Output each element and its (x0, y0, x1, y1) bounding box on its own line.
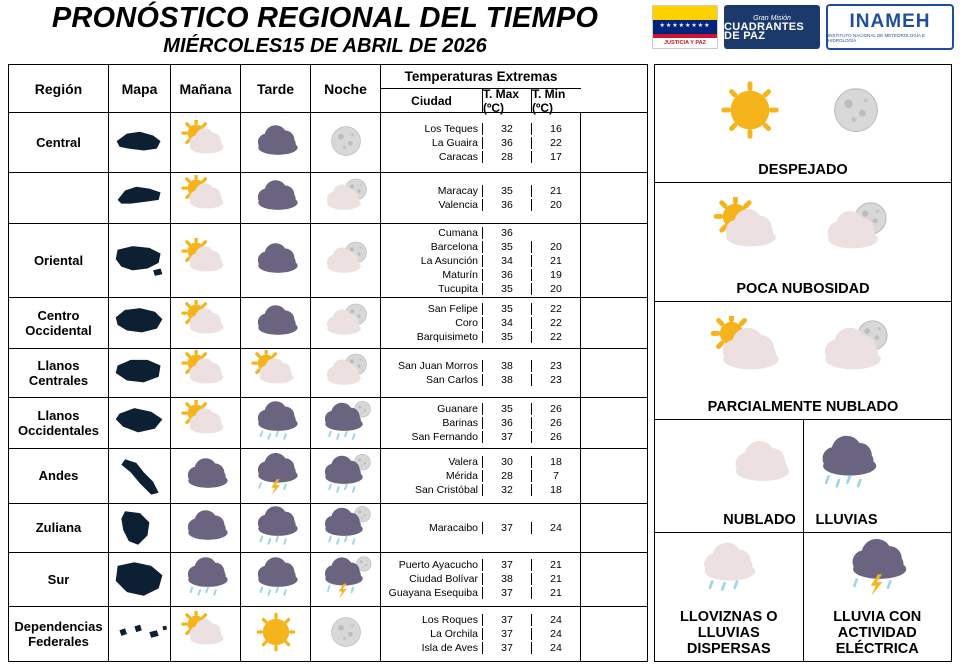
legend-label: DESPEJADO (758, 162, 848, 179)
table-row (9, 607, 647, 661)
map-andes-icon (112, 452, 168, 500)
region-cell: Oriental (9, 224, 109, 297)
city-name: Puerto Ayacucho (398, 559, 478, 572)
partly-cloudy-night-icon (808, 197, 904, 265)
afternoon-cell (241, 449, 311, 503)
city-tmin: 20 (531, 283, 580, 295)
city-tmin: 20 (531, 199, 580, 211)
legend-icons (702, 183, 904, 279)
city-name: Maturín (442, 268, 478, 281)
partly-cloudy-day-icon (175, 350, 237, 396)
region-map-cell (109, 349, 171, 397)
legend-item (655, 65, 951, 183)
morning-cell (171, 173, 241, 223)
map-zuliana-icon (112, 504, 168, 552)
region-map-cell (109, 113, 171, 172)
legend-item (655, 533, 951, 661)
region-cell: Central (9, 113, 109, 172)
header-tmin: T. Min (ºC) (532, 86, 566, 115)
city-tmax: 36 (482, 269, 531, 281)
map-sur-icon (112, 555, 168, 603)
city-tmin: 22 (531, 317, 580, 329)
city-tmin: 24 (531, 522, 580, 534)
sunny-icon (702, 79, 798, 147)
region-cell: Sur (9, 553, 109, 607)
sunny-icon (245, 611, 307, 657)
city-tmax: 36 (482, 227, 531, 239)
afternoon-cell (241, 553, 311, 607)
rain-night-icon (315, 400, 377, 446)
thunderstorm-night-icon (315, 556, 377, 602)
header-temperaturas-group (381, 65, 581, 115)
rain-icon (804, 434, 890, 496)
city-tmax: 36 (482, 137, 531, 149)
afternoon-cell (241, 113, 311, 172)
header-manana: Mañana (171, 65, 241, 112)
city-name: Valera (448, 455, 478, 468)
city-tmin: 21 (531, 185, 580, 197)
legend-label: LLUVIA CON ACTIVIDAD ELÉCTRICA (833, 609, 922, 657)
temp-row (381, 483, 580, 497)
city-name: Isla de Aves (421, 642, 478, 655)
map-dependencias-icon (112, 610, 168, 658)
region-map-cell (109, 553, 171, 607)
region-map-cell (109, 449, 171, 503)
city-tmin: 22 (531, 137, 580, 149)
night-cell (311, 298, 381, 348)
city-tmin: 21 (531, 255, 580, 267)
city-tmax: 34 (482, 317, 531, 329)
city-name: San Cristóbal (414, 483, 478, 496)
morning-cell (171, 504, 241, 552)
city-name: La Guaira (431, 136, 478, 149)
page-header (0, 0, 960, 62)
temperatures-cell (381, 113, 581, 172)
temp-row (381, 572, 580, 586)
cloudy-icon (245, 238, 307, 284)
gran-mision-logo (724, 5, 820, 49)
city-tmax: 37 (482, 628, 531, 640)
city-tmin: 21 (531, 573, 580, 585)
city-name: La Asunción (420, 254, 478, 267)
table-row (9, 298, 647, 349)
clear-night-icon (315, 611, 377, 657)
cloudy-light-icon (717, 434, 803, 496)
city-tmin: 26 (531, 403, 580, 415)
map-centro-occidental-icon (112, 299, 168, 347)
city-name: Barquisimeto (416, 331, 478, 344)
morning-cell (171, 449, 241, 503)
venezuela-flag-icon (652, 5, 718, 49)
temp-row (381, 226, 580, 240)
city-tmin: 26 (531, 431, 580, 443)
city-tmax: 35 (482, 303, 531, 315)
region-map-cell (109, 607, 171, 661)
night-cell (311, 173, 381, 223)
temp-row (381, 469, 580, 483)
temp-row (381, 455, 580, 469)
city-tmin: 18 (531, 484, 580, 496)
gran-mision-line2: CUADRANTES DE PAZ (724, 20, 804, 42)
afternoon-cell (241, 224, 311, 297)
cloudy-icon (175, 453, 237, 499)
city-name: San Felipe (427, 303, 478, 316)
temp-row (381, 136, 580, 150)
legend-label: PARCIALMENTE NUBLADO (707, 398, 899, 415)
legend-half (717, 420, 804, 532)
table-row (9, 398, 647, 449)
temp-row (381, 359, 580, 373)
temp-row (381, 373, 580, 387)
forecast-table (8, 64, 648, 662)
city-tmax: 38 (482, 374, 531, 386)
city-tmin: 22 (531, 331, 580, 343)
night-cell (311, 398, 381, 448)
drizzle-icon (686, 539, 772, 601)
temp-row (381, 254, 580, 268)
temp-row (381, 302, 580, 316)
temp-row (381, 430, 580, 444)
city-name: Maracaibo (428, 521, 478, 534)
night-cell (311, 553, 381, 607)
city-name: Cumana (438, 226, 478, 239)
temp-row (381, 416, 580, 430)
city-name: San Juan Morros (398, 360, 478, 373)
city-tmin: 22 (531, 303, 580, 315)
city-tmax: 35 (482, 283, 531, 295)
temperatures-cell (381, 349, 581, 397)
legend-half (655, 533, 804, 661)
rain-icon (245, 400, 307, 446)
city-name: Barinas (442, 416, 478, 429)
temp-row (381, 627, 580, 641)
temp-row (381, 521, 580, 535)
table-row (9, 553, 647, 608)
thunderstorm-icon (834, 539, 920, 601)
region-map-cell (109, 398, 171, 448)
table-header-row (9, 65, 647, 113)
table-row (9, 224, 647, 298)
temp-row (381, 122, 580, 136)
table-row (9, 113, 647, 173)
city-tmax: 34 (482, 255, 531, 267)
legend-icons (686, 533, 772, 608)
page-title: PRONÓSTICO REGIONAL DEL TIEMPO (51, 2, 599, 34)
table-row (9, 449, 647, 504)
temp-row (381, 316, 580, 330)
city-tmax: 28 (482, 470, 531, 482)
night-cell (311, 349, 381, 397)
city-name: Guanare (437, 402, 478, 415)
region-map-cell (109, 298, 171, 348)
legend-icons (702, 302, 904, 398)
temperatures-cell (381, 173, 581, 223)
logo-group (652, 4, 954, 50)
temp-row (381, 330, 580, 344)
city-tmin: 17 (531, 151, 580, 163)
morning-cell (171, 398, 241, 448)
inameh-name: INAMEH (849, 11, 931, 32)
map-oriental-icon (112, 237, 168, 285)
rain-night-icon (315, 505, 377, 551)
afternoon-cell (241, 398, 311, 448)
temp-row (381, 558, 580, 572)
night-cell (311, 224, 381, 297)
partly-cloudy-day-icon (175, 175, 237, 221)
night-cell (311, 113, 381, 172)
legend-panel (654, 64, 952, 662)
city-tmax: 28 (482, 151, 531, 163)
header-mapa: Mapa (109, 65, 171, 112)
cloudy-icon (175, 505, 237, 551)
morning-cell (171, 349, 241, 397)
city-tmin: 24 (531, 628, 580, 640)
page-subtitle: MIÉRCOLES15 DE ABRIL DE 2026 (163, 35, 487, 57)
city-name: Mérida (445, 469, 478, 482)
city-tmax: 32 (482, 484, 531, 496)
map-llanos-centrales-icon (112, 349, 168, 397)
afternoon-cell (241, 349, 311, 397)
morning-cell (171, 224, 241, 297)
rain-icon (245, 505, 307, 551)
header-region: Región (9, 65, 109, 112)
partly-cloudy-day-icon (245, 350, 307, 396)
partly-cloudy-day-icon (175, 400, 237, 446)
city-tmax: 35 (482, 185, 531, 197)
afternoon-cell (241, 607, 311, 661)
city-tmin: 24 (531, 614, 580, 626)
city-tmax: 38 (482, 573, 531, 585)
partly-cloudy-night-icon (315, 300, 377, 346)
map-central-icon (112, 119, 168, 167)
city-tmax: 35 (482, 241, 531, 253)
region-cell: Centro Occidental (9, 298, 109, 348)
thunderstorm-icon (245, 453, 307, 499)
city-tmax: 32 (482, 123, 531, 135)
temp-row (381, 184, 580, 198)
city-name: La Orchila (430, 628, 478, 641)
city-tmin: 20 (531, 241, 580, 253)
temp-row (381, 150, 580, 164)
region-cell (9, 173, 109, 223)
temperatures-cell (381, 504, 581, 552)
city-name: Guayana Esequiba (388, 587, 478, 600)
city-tmin: 24 (531, 642, 580, 654)
header-tarde: Tarde (241, 65, 311, 112)
mostly-cloudy-day-icon (702, 316, 798, 384)
city-tmax: 37 (482, 522, 531, 534)
city-tmin: 16 (531, 123, 580, 135)
temperatures-cell (381, 553, 581, 607)
partly-cloudy-day-icon (175, 611, 237, 657)
city-tmin: 21 (531, 587, 580, 599)
rain-icon (175, 556, 237, 602)
city-name: Valencia (438, 199, 478, 212)
region-map-cell (109, 173, 171, 223)
flag-caption: JUSTICIA Y PAZ (653, 38, 717, 48)
city-name: Maracay (437, 185, 478, 198)
temp-row (381, 586, 580, 600)
region-cell: Andes (9, 449, 109, 503)
city-tmax: 37 (482, 587, 531, 599)
morning-cell (171, 553, 241, 607)
temp-row (381, 641, 580, 655)
table-row (9, 504, 647, 553)
legend-label: LLUVIAS (815, 511, 878, 528)
table-body (9, 113, 647, 661)
city-tmax: 37 (482, 614, 531, 626)
legend-icons (717, 420, 803, 511)
inameh-subtitle: INSTITUTO NACIONAL DE METEOROLOGÍA E HIDROLOGÍA (828, 33, 926, 43)
partly-cloudy-day-icon (175, 238, 237, 284)
header-tmax: T. Max (ºC) (483, 89, 532, 112)
region-map-cell (109, 224, 171, 297)
main-content (8, 64, 952, 662)
afternoon-cell (241, 504, 311, 552)
legend-icons (834, 533, 920, 608)
clear-night-icon (808, 79, 904, 147)
city-name: Ciudad Bolívar (409, 573, 478, 586)
legend-icons (702, 65, 904, 161)
header-noche: Noche (311, 65, 381, 112)
legend-label: LLOVIZNAS O LLUVIAS DISPERSAS (680, 609, 778, 657)
city-tmin: 21 (531, 559, 580, 571)
mostly-cloudy-night-icon (808, 316, 904, 384)
night-cell (311, 504, 381, 552)
inameh-logo (826, 4, 954, 50)
city-tmax: 36 (482, 417, 531, 429)
legend-item (655, 420, 951, 533)
night-cell (311, 607, 381, 661)
morning-cell (171, 607, 241, 661)
cloudy-icon (245, 300, 307, 346)
partly-cloudy-day-icon (702, 197, 798, 265)
city-name: Barcelona (430, 240, 478, 253)
afternoon-cell (241, 298, 311, 348)
city-tmax: 35 (482, 331, 531, 343)
city-tmax: 37 (482, 559, 531, 571)
map-llanos-occidentales-icon (112, 399, 168, 447)
legend-icons (804, 420, 890, 511)
region-cell: Dependencias Federales (9, 607, 109, 661)
header-temperaturas: Temperaturas Extremas (381, 65, 581, 89)
title-block (0, 2, 650, 58)
city-tmax: 36 (482, 199, 531, 211)
temperatures-cell (381, 398, 581, 448)
header-ciudad: Ciudad (381, 89, 483, 112)
temp-row (381, 268, 580, 282)
night-cell (311, 449, 381, 503)
cloudy-icon (245, 175, 307, 221)
partly-cloudy-night-icon (315, 238, 377, 284)
rain-icon (245, 556, 307, 602)
region-cell: Llanos Occidentales (9, 398, 109, 448)
city-name: San Carlos (426, 374, 478, 387)
temperatures-cell (381, 298, 581, 348)
city-tmin: 19 (531, 269, 580, 281)
legend-label: POCA NUBOSIDAD (736, 280, 870, 297)
city-tmin: 7 (531, 470, 580, 482)
morning-cell (171, 113, 241, 172)
city-tmin: 23 (531, 374, 580, 386)
city-name: Tucupita (438, 282, 478, 295)
gran-mision-line1: Gran Misión (753, 14, 791, 22)
temp-row (381, 402, 580, 416)
city-tmin: 18 (531, 456, 580, 468)
region-cell: Llanos Centrales (9, 349, 109, 397)
city-name: Coro (455, 317, 478, 330)
temp-row (381, 282, 580, 296)
legend-half (804, 533, 952, 661)
city-tmax: 30 (482, 456, 531, 468)
partly-cloudy-night-icon (315, 175, 377, 221)
city-tmax: 35 (482, 403, 531, 415)
morning-cell (171, 298, 241, 348)
region-cell: Zuliana (9, 504, 109, 552)
table-row (9, 173, 647, 224)
temp-row (381, 240, 580, 254)
temperatures-cell (381, 607, 581, 661)
flag-stars: ★★★★★★★★ (659, 22, 711, 29)
legend-label: NUBLADO (723, 511, 796, 528)
city-name: Los Roques (421, 614, 478, 627)
partly-cloudy-day-icon (175, 300, 237, 346)
map-central-2-icon (112, 174, 168, 222)
city-name: Caracas (438, 150, 478, 163)
city-tmax: 38 (482, 360, 531, 372)
cloudy-icon (245, 120, 307, 166)
partly-cloudy-day-icon (175, 120, 237, 166)
afternoon-cell (241, 173, 311, 223)
city-tmax: 37 (482, 642, 531, 654)
city-tmin: 26 (531, 417, 580, 429)
temp-row (381, 613, 580, 627)
partly-cloudy-night-icon (315, 350, 377, 396)
city-tmin: 23 (531, 360, 580, 372)
legend-half (804, 420, 890, 532)
legend-item (655, 302, 951, 420)
temperatures-cell (381, 224, 581, 297)
city-tmax: 37 (482, 431, 531, 443)
temperatures-cell (381, 449, 581, 503)
legend-item (655, 183, 951, 301)
temp-row (381, 198, 580, 212)
city-name: San Fernando (411, 430, 478, 443)
clear-night-icon (315, 120, 377, 166)
city-name: Los Teques (424, 122, 478, 135)
table-row (9, 349, 647, 398)
region-map-cell (109, 504, 171, 552)
rain-night-icon (315, 453, 377, 499)
